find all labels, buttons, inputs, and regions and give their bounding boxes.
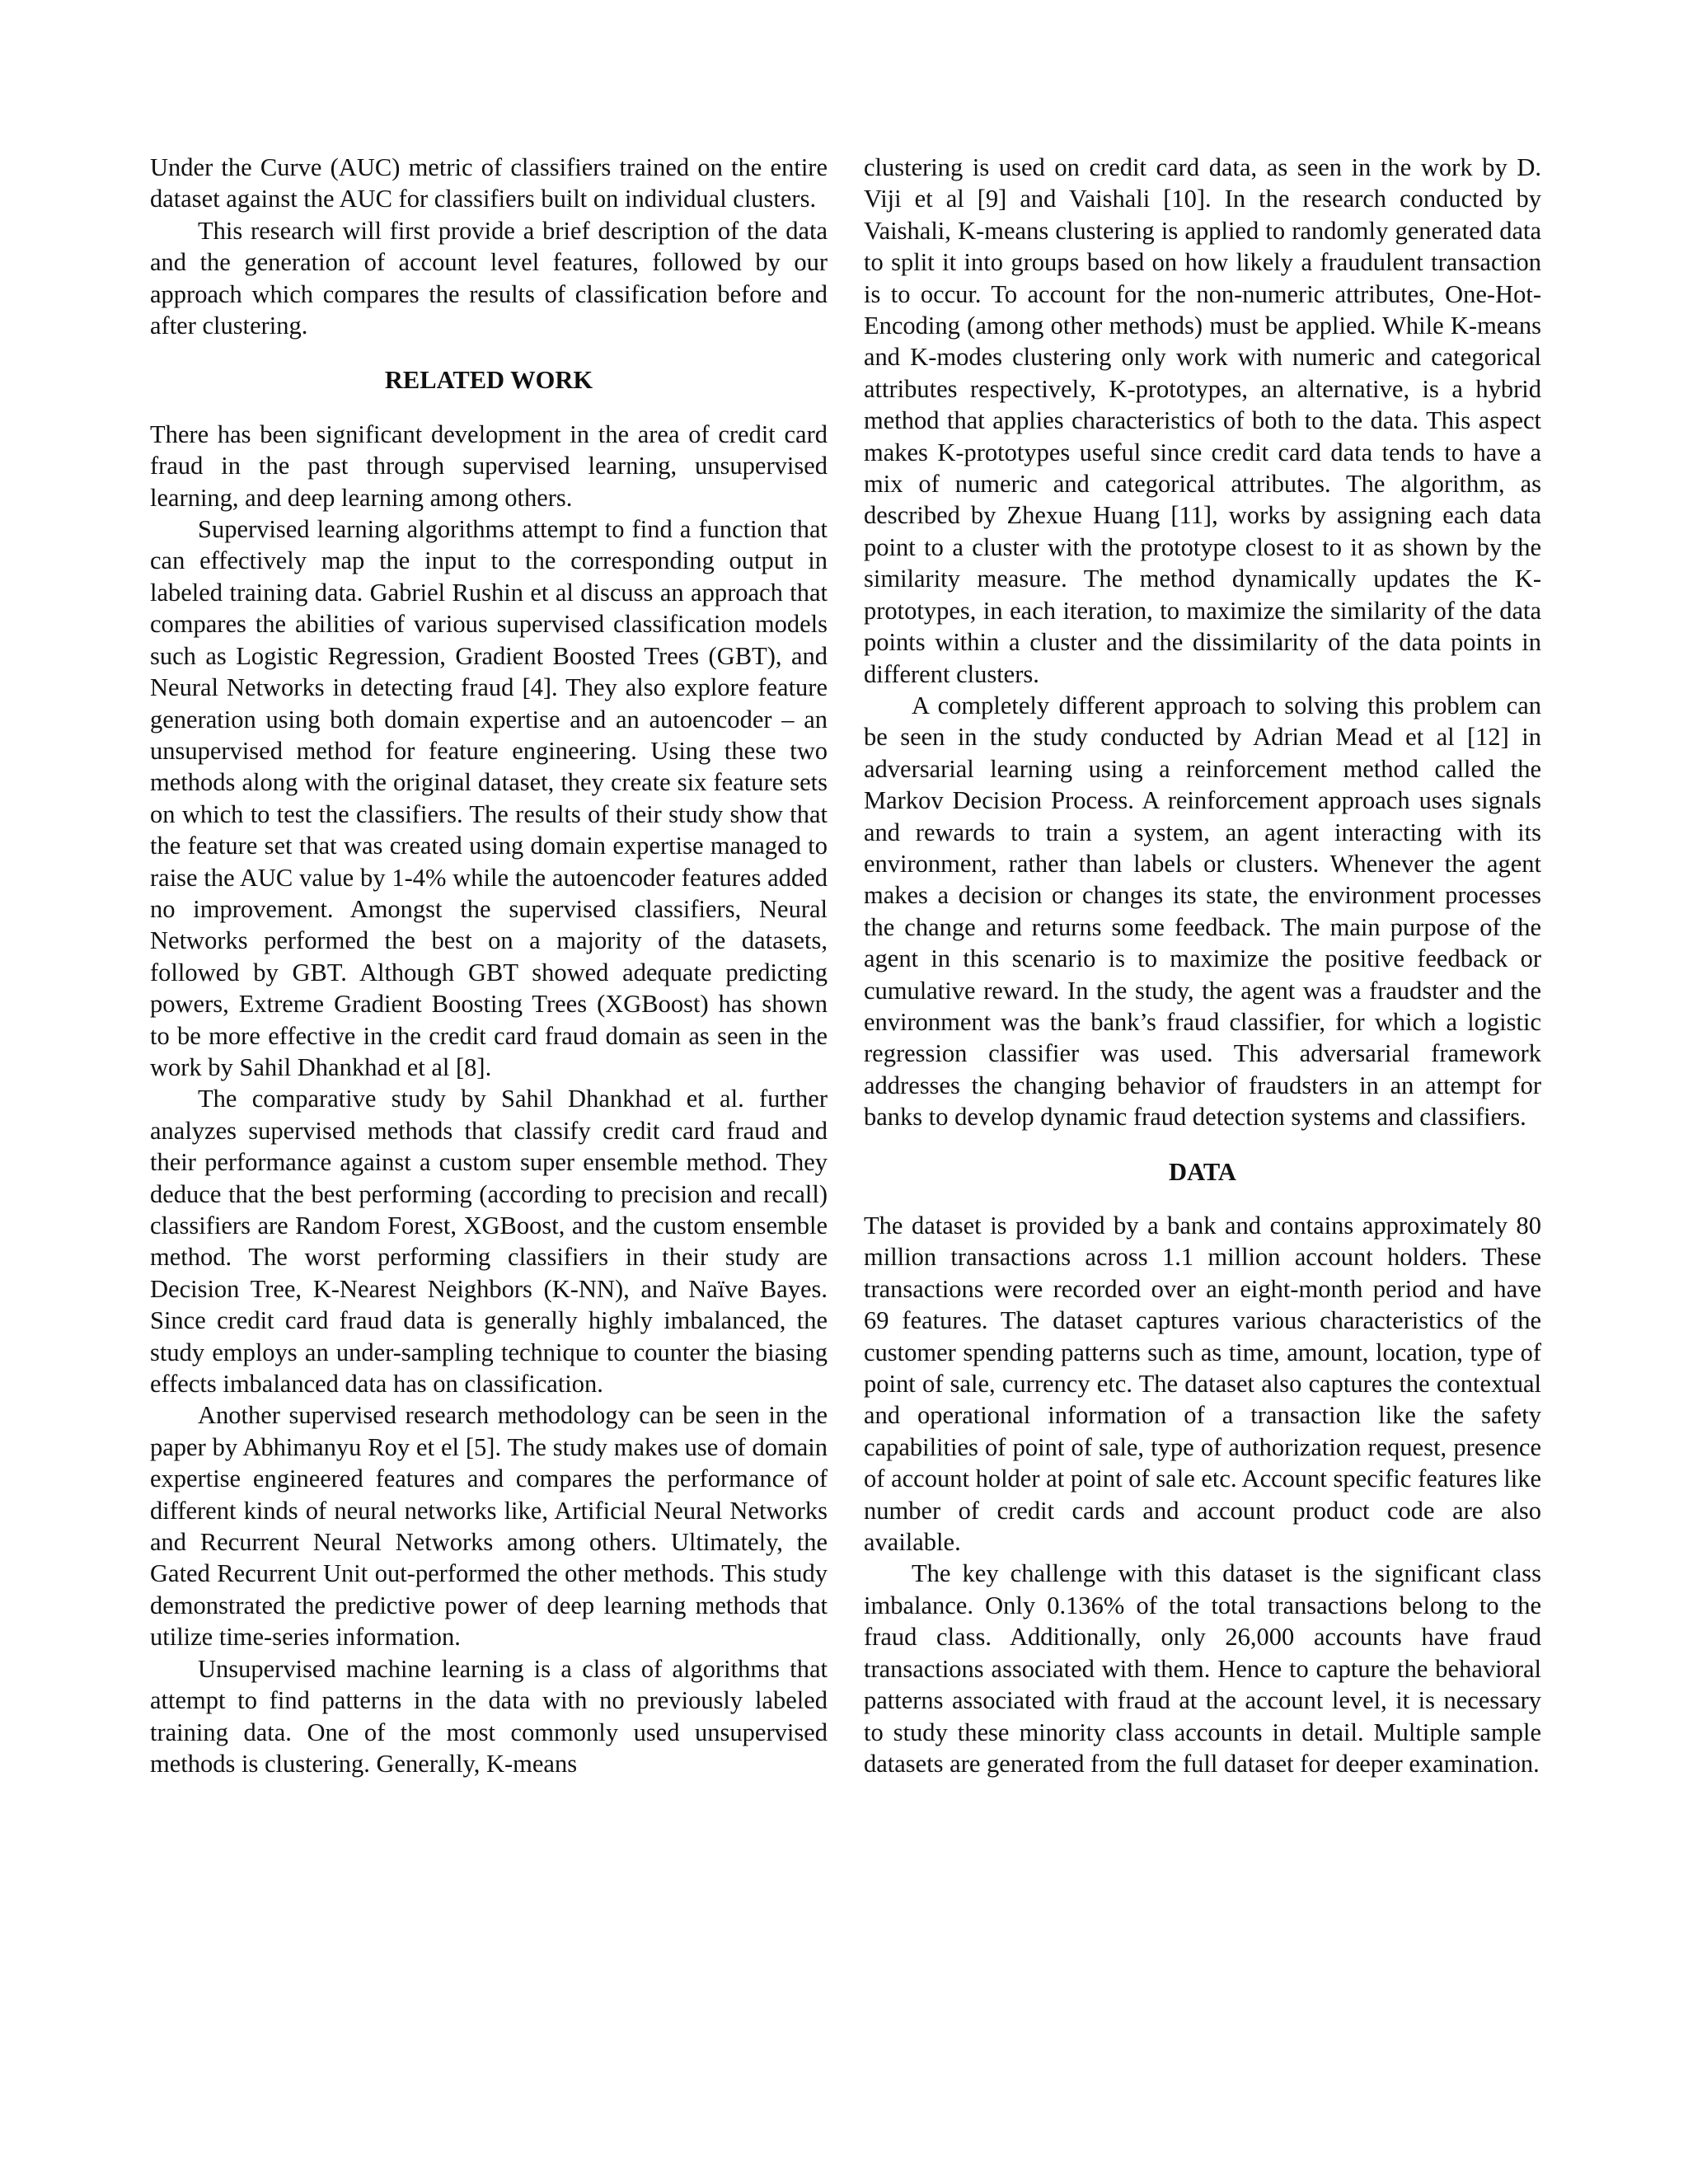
data-heading: DATA [1169,1157,1236,1186]
right-column [864,152,1541,1779]
related-work-paragraph-3: The comparative study by Sahil Dhankhad et al. further analyzes supervised methods that classify credit card fraud and their performance against a custom super ensemble method. They deduce that the best performing (according to precision and recall) classifiers are Random Forest, XGBoost, and the custom ensemble method. The worst performing classifiers in their study are Decision Tree, K-Nearest Neighbors (K-NN), and Naïve Bayes. Since credit card fraud data is generally highly imbalanced, the study employs an under-sampling technique to counter the biasing effects imbalanced data has on classification. [150,1085,828,1399]
intro-outline-paragraph: This research will first provide a brief description of the data and the generation of account level features, followed by our approach which compares the results of classification before and after clustering. [150,216,828,340]
adversarial-learning-paragraph: A completely different approach to solving this problem can be seen in the study conducted by Adrian Mead et al [12] in adversarial learning using a reinforcement method called the Markov Decision Process. A reinforcement approach uses signals and rewards to train a system, an agent interacting with its environment, rather than labels or clusters. Whenever the agent makes a decision or changes its state, the environment processes the change and returns some feedback. The main purpose of the agent in this scenario is to maximize the positive feedback or cumulative reward. In the study, the agent was a fraudster and the environment was the bank’s fraud classifier, for which a logistic regression classifier was used. This adversarial framework addresses the changing behavior of fraudsters in an attempt for banks to develop dynamic fraud detection systems and classifiers. [864,691,1541,1132]
related-work-paragraph-2: Supervised learning algorithms attempt to find a function that can effectively map the input to the corresponding output in labeled training data. Gabriel Rushin et al discuss an approach that compares the abilities of various supervised classification models such as Logistic Regression, Gradient Boosted Trees (GBT), and Neural Networks in detecting fraud [4]. They also explore feature generation using both domain expertise and an autoencoder – an unsupervised method for feature engineering. Using these two methods along with the original dataset, they create six feature sets on which to test the classifiers. The results of their study show that the feature set that was created using domain expertise managed to raise the AUC value by 1-4% while the autoencoder features added no improvement. Amongst the supervised classifiers, Neural Networks performed the best on a majority of the datasets, followed by GBT. Although GBT showed adequate predicting powers, Extreme Gradient Boosting Trees (XGBoost) has shown to be more effective in the credit card fraud domain as seen in the work by Sahil Dhankhad et al [8]. [150,515,828,1081]
data-paragraph-1: The dataset is provided by a bank and contains approximately 80 million transactions across 1.1 million account holders. These transactions were recorded over an eight-month period and have 69 features. The dataset captures various characteristics of the customer spending patterns such as time, amount, location, type of point of sale, currency etc. The dataset also captures the contextual and operational information of a transaction like the safety capabilities of point of sale, type of authorization request, presence of account holder at point of sale etc. Account specific features like number of credit cards and account product code are also available. [864,1212,1541,1557]
related-work-heading: RELATED WORK [384,366,593,395]
related-work-paragraph-1: There has been significant development in the area of credit card fraud in the past through supervised learning, unsupervised learning, and deep learning among others. [150,419,828,512]
clustering-continuation-paragraph: clustering is used on credit card data, as seen in the work by D. Viji et al [9] and Vaishali [10]. In the research conducted by Vaishali, K-means clustering is applied to randomly generated data to split it into groups based on how likely a fraudulent transaction is to occur. To account for the non-numeric attributes, One-Hot-Encoding (among other methods) must be applied. While K-means and K-modes clustering only work with numeric and categorical attributes respectively, K-prototypes, an alternative, is a hybrid method that applies characteristics of both to the data. This aspect makes K-prototypes useful since credit card data tends to have a mix of numeric and categorical attributes. The algorithm, as described by Zhexue Huang [11], works by assigning each data point to a cluster with the prototype closest to it as shown by the similarity measure. The method dynamically updates the K-prototypes, in each iteration, to maximize the similarity of the data points within a cluster and the dissimilarity of the data points in different clusters. [864,153,1541,688]
data-paragraph-2: The key challenge with this dataset is the significant class imbalance. Only 0.136% of the total transactions belong to the fraud class. Additionally, only 26,000 accounts have fraud transactions associated with them. Hence to capture the behavioral patterns associated with fraud at the account level, it is necessary to study these minority class accounts in detail. Multiple sample datasets are generated from the full dataset for deeper examination. [864,1559,1541,1778]
related-work-paragraph-4: Another supervised research methodology can be seen in the paper by Abhimanyu Roy et el [5]. The study makes use of domain expertise engineered features and compares the performance of different kinds of neural networks like, Artificial Neural Networks and Recurrent Neural Networks among others. Ultimately, the Gated Recurrent Unit out-performed the other methods. This study demonstrated the predictive power of deep learning methods that utilize time-series information. [150,1401,828,1652]
left-column [150,152,828,1779]
related-work-paragraph-5: Unsupervised machine learning is a class of algorithms that attempt to find patterns in the data with no previously labeled training data. One of the most commonly used unsupervised methods is clustering. Generally, K-means [150,1654,828,1778]
intro-continuation-paragraph: Under the Curve (AUC) metric of classifiers trained on the entire dataset against the AUC for classifiers built on individual clusters. [150,153,828,213]
